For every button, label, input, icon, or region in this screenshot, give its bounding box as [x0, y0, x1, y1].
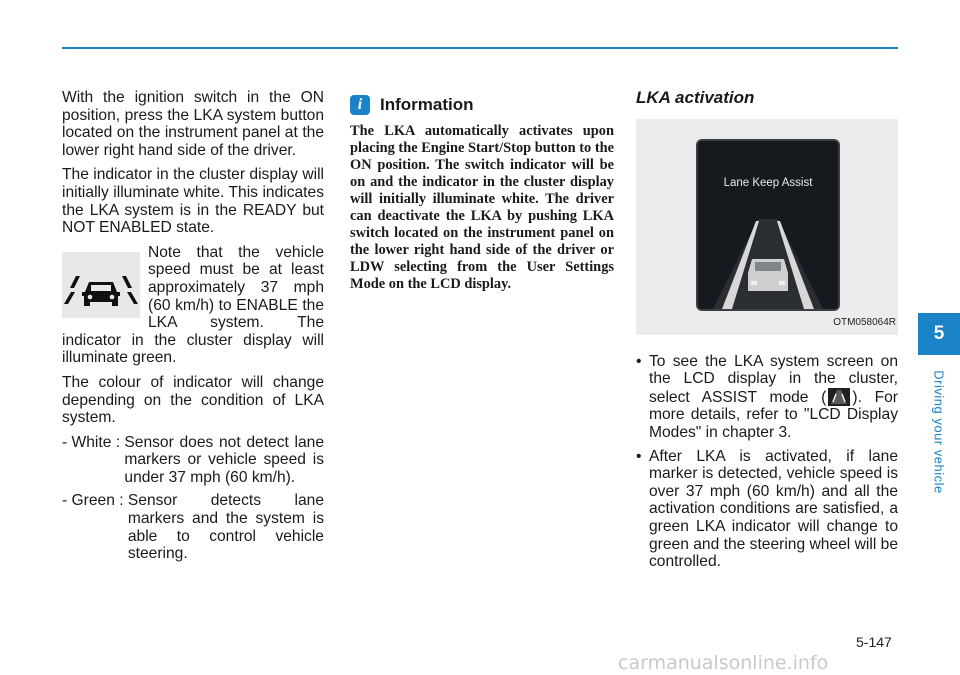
- definition-desc: Sensor detects lane markers and the system is able to control vehicle steering.: [127, 492, 324, 563]
- lka-lane-car-icon: [62, 252, 140, 318]
- paragraph-speed-note: Note that the vehicle speed must be at least approximately 37 mph (60 km/h) to ENABLE the LKA system. The indicator in the cluster display will illuminate green.: [62, 243, 324, 367]
- lcd-screen: [696, 139, 840, 311]
- top-rule: [62, 47, 898, 49]
- lka-screen-figure: [636, 119, 898, 335]
- definition-term: - Green :: [62, 492, 128, 510]
- paragraph-ignition: With the ignition switch in the ON position, press the LKA system button located on the instrument panel at the lower right hand side of the driver.: [62, 89, 324, 159]
- definition-desc: Sensor does not detect lane markers or vehicle speed is under 37 mph (60 km/h).: [124, 433, 324, 486]
- paragraph-indicator-white: The indicator in the cluster display will initially illuminate white. This indicates the LKA system is in the READY but NOT ENABLED state.: [62, 166, 324, 237]
- definition-term: - White :: [62, 433, 125, 451]
- definition-white: [62, 434, 324, 487]
- column-right: [636, 89, 898, 577]
- chapter-label: Driving your vehicle: [931, 370, 947, 494]
- watermark: carmanualsonline.info: [618, 652, 829, 674]
- page-number: 5-147: [856, 634, 892, 650]
- column-middle: [350, 95, 614, 300]
- lane-road-illustration: [698, 141, 838, 309]
- assist-mode-icon: [828, 388, 850, 406]
- information-title: Information: [380, 95, 474, 115]
- paragraph-colour-change: The colour of indicator will change depending on the condition of LKA system.: [62, 373, 324, 427]
- section-title: LKA activation: [636, 88, 755, 107]
- screen-title: Lane Keep Assist: [723, 176, 813, 189]
- information-body: The LKA automatically activates upon placing the Engine Start/Stop button to the ON position. The switch indicator will be on and the indicator in the cluster display will initially illuminate white. The driver can deactivate the LKA by pushing LKA switch located on the instrument panel on the lower right hand side of the driver or LDW selecting from the User Settings Mode on the LCD display.: [350, 123, 614, 292]
- chapter-tab: 5: [918, 313, 960, 355]
- information-icon: i: [350, 95, 370, 115]
- list-item: [636, 353, 898, 442]
- column-left: [62, 89, 324, 569]
- bullet-text-end: ). For more details, refer to "LCD Display Modes" in chapter 3.: [649, 388, 898, 441]
- bullet-text-start: To see the LKA system screen on the LCD display in the cluster, select ASSIST mode (: [649, 352, 898, 406]
- list-item: • After LKA is activated, if lane marker is detected, vehicle speed is over 37 mph (60 km/h) and all the activation conditions are satisfied, a green LKA indicator will change to green and the steering wheel will be controlled.: [636, 448, 898, 571]
- lka-bullet-list: [636, 353, 898, 571]
- figure-code: OTM058064R: [833, 317, 896, 328]
- definition-green: [62, 492, 324, 562]
- information-header: [350, 95, 614, 115]
